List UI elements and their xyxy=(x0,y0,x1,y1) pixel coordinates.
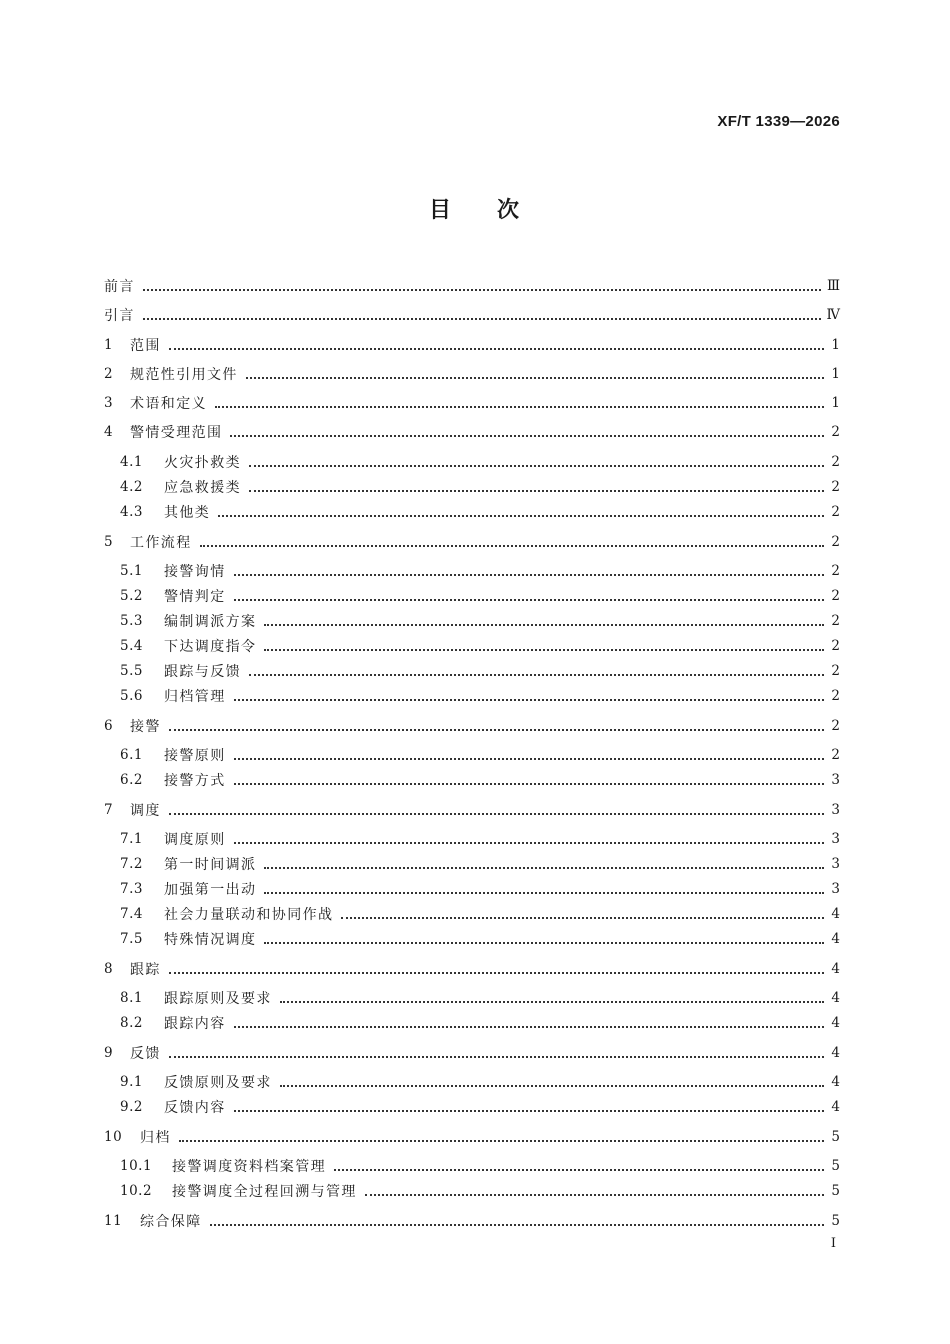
toc-entry-title: 归档 xyxy=(140,1130,171,1146)
toc-entry[interactable] xyxy=(104,877,840,901)
toc-entry-number: 7.1 xyxy=(120,831,143,847)
toc-entry-page: 1 xyxy=(831,337,840,353)
toc-entry-number: 9.1 xyxy=(120,1074,143,1090)
toc-entry[interactable] xyxy=(104,927,840,951)
toc-entry[interactable] xyxy=(104,333,840,357)
toc-entry-number: 5.5 xyxy=(120,663,143,679)
toc-dot-leader xyxy=(169,728,824,731)
toc-dot-leader xyxy=(264,866,824,869)
toc-entry-title: 加强第一出动 xyxy=(164,882,257,898)
toc-dot-leader xyxy=(264,941,824,944)
toc-entry-title: 第一时间调派 xyxy=(164,857,257,873)
toc-entry-number: 7.5 xyxy=(120,931,143,947)
toc-entry-number: 11 xyxy=(104,1213,123,1229)
toc-entry-page: 1 xyxy=(831,366,840,382)
toc-entry-number: 4.1 xyxy=(120,454,143,470)
toc-entry-title: 反馈内容 xyxy=(164,1100,226,1116)
toc-entry[interactable] xyxy=(104,362,840,386)
toc-entry-title: 接警方式 xyxy=(164,773,226,789)
toc-entry[interactable] xyxy=(104,634,840,658)
toc-entry-title: 社会力量联动和协同作战 xyxy=(164,907,334,923)
toc-entry[interactable] xyxy=(104,1179,840,1203)
toc-entry[interactable] xyxy=(104,1125,840,1149)
toc-entry-page: 2 xyxy=(831,454,840,470)
toc-entry[interactable] xyxy=(104,274,840,298)
toc-entry[interactable] xyxy=(104,852,840,876)
title-char-2: 次 xyxy=(497,197,522,223)
toc-entry-page: 2 xyxy=(831,613,840,629)
toc-dot-leader xyxy=(210,1223,824,1226)
toc-entry-page: 4 xyxy=(831,990,840,1006)
toc-entry[interactable] xyxy=(104,1041,840,1065)
toc-entry-page: 3 xyxy=(831,881,840,897)
toc-dot-leader xyxy=(230,434,824,437)
toc-entry-number: 5.1 xyxy=(120,563,143,579)
toc-entry[interactable] xyxy=(104,450,840,474)
toc-entry-title: 接警询情 xyxy=(164,564,226,580)
toc-entry-page: 5 xyxy=(831,1183,840,1199)
standard-code: XF/T 1339—2026 xyxy=(717,113,840,130)
toc-entry-page: 4 xyxy=(831,1015,840,1031)
toc-dot-leader xyxy=(264,623,824,626)
toc-entry-title: 其他类 xyxy=(164,505,211,521)
toc-entry-title: 调度原则 xyxy=(164,832,226,848)
toc-entry-number: 1 xyxy=(104,337,114,353)
toc-entry[interactable] xyxy=(104,1011,840,1035)
toc-entry-number: 5 xyxy=(104,534,114,550)
toc-entry-page: 3 xyxy=(831,802,840,818)
toc-entry-number: 10.1 xyxy=(120,1158,153,1174)
toc-entry-page: 5 xyxy=(831,1213,840,1229)
toc-dot-leader xyxy=(280,1084,824,1087)
toc-dot-leader xyxy=(169,347,824,350)
toc-entry[interactable] xyxy=(104,609,840,633)
toc-entry[interactable] xyxy=(104,902,840,926)
toc-entry-title: 编制调派方案 xyxy=(164,614,257,630)
toc-entry-title: 跟踪原则及要求 xyxy=(164,991,272,1007)
toc-entry-page: 4 xyxy=(831,1074,840,1090)
toc-entry-page: 2 xyxy=(831,479,840,495)
toc-entry[interactable] xyxy=(104,584,840,608)
toc-dot-leader xyxy=(143,288,821,291)
toc-entry-title: 应急救援类 xyxy=(164,480,241,496)
toc-entry[interactable] xyxy=(104,1154,840,1178)
toc-dot-leader xyxy=(280,1000,824,1003)
toc-entry-page: Ⅳ xyxy=(826,307,840,323)
toc-dot-leader xyxy=(234,757,824,760)
toc-entry-page: 3 xyxy=(831,772,840,788)
toc-entry[interactable] xyxy=(104,957,840,981)
toc-dot-leader xyxy=(249,673,824,676)
toc-dot-leader xyxy=(234,573,824,576)
toc-entry[interactable] xyxy=(104,986,840,1010)
toc-entry-title: 反馈 xyxy=(130,1046,161,1062)
toc-dot-leader xyxy=(218,514,824,517)
page-title xyxy=(0,193,950,224)
toc-entry-page: 4 xyxy=(831,906,840,922)
toc-entry-title: 范围 xyxy=(130,338,161,354)
toc-entry-title: 接警原则 xyxy=(164,748,226,764)
toc-entry-number: 4.2 xyxy=(120,479,143,495)
toc-dot-leader xyxy=(169,1055,824,1058)
toc-entry-number: 5.3 xyxy=(120,613,143,629)
toc-entry-page: 4 xyxy=(831,1045,840,1061)
toc-entry-number: 6.1 xyxy=(120,747,143,763)
toc-dot-leader xyxy=(334,1168,824,1171)
toc-dot-leader xyxy=(234,1025,824,1028)
toc-entry-number: 5.2 xyxy=(120,588,143,604)
toc-entry-page: 4 xyxy=(831,1099,840,1115)
toc-entry-title: 警情受理范围 xyxy=(130,425,223,441)
toc-entry-number: 5.4 xyxy=(120,638,143,654)
toc-entry-page: 3 xyxy=(831,831,840,847)
toc-entry-page: 2 xyxy=(831,747,840,763)
toc-entry-title: 火灾扑救类 xyxy=(164,455,241,471)
toc-entry[interactable] xyxy=(104,714,840,738)
toc-entry-title: 工作流程 xyxy=(130,535,192,551)
toc-dot-leader xyxy=(234,1109,824,1112)
toc-entry-number: 8 xyxy=(104,961,114,977)
toc-entry-page: 3 xyxy=(831,856,840,872)
toc-entry-title: 跟踪与反馈 xyxy=(164,664,241,680)
toc-dot-leader xyxy=(246,376,824,379)
toc-entry-page: 1 xyxy=(831,395,840,411)
toc-entry[interactable] xyxy=(104,684,840,708)
toc-entry[interactable] xyxy=(104,827,840,851)
toc-entry-title: 接警调度全过程回溯与管理 xyxy=(172,1184,357,1200)
toc-entry-title: 跟踪内容 xyxy=(164,1016,226,1032)
toc-entry-page: 2 xyxy=(831,588,840,604)
toc-entry-number: 10 xyxy=(104,1129,123,1145)
toc-entry-title: 接警 xyxy=(130,719,161,735)
toc-entry-title: 引言 xyxy=(104,308,135,324)
toc-dot-leader xyxy=(264,648,824,651)
title-char-1: 目 xyxy=(428,197,453,223)
toc-entry-number: 7.4 xyxy=(120,906,143,922)
toc-entry[interactable] xyxy=(104,559,840,583)
toc-entry-page: 2 xyxy=(831,534,840,550)
toc-entry-title: 归档管理 xyxy=(164,689,226,705)
toc-dot-leader xyxy=(169,812,824,815)
toc-entry-title: 下达调度指令 xyxy=(164,639,257,655)
toc-entry-page: 2 xyxy=(831,638,840,654)
toc-entry-page: 2 xyxy=(831,718,840,734)
toc-entry-number: 7.3 xyxy=(120,881,143,897)
toc-entry-number: 9 xyxy=(104,1045,114,1061)
page-folio: I xyxy=(830,1236,836,1251)
toc-entry-title: 调度 xyxy=(130,803,161,819)
toc-dot-leader xyxy=(215,405,824,408)
toc-entry-page: 2 xyxy=(831,688,840,704)
toc-entry-title: 术语和定义 xyxy=(130,396,207,412)
toc-entry[interactable] xyxy=(104,500,840,524)
toc-entry[interactable] xyxy=(104,391,840,415)
toc-entry-page: Ⅲ xyxy=(826,278,840,294)
toc-entry-page: 5 xyxy=(831,1158,840,1174)
toc-entry[interactable] xyxy=(104,1070,840,1094)
toc-entry-number: 8.2 xyxy=(120,1015,143,1031)
toc-entry-number: 7.2 xyxy=(120,856,143,872)
toc-entry-title: 反馈原则及要求 xyxy=(164,1075,272,1091)
toc-entry-page: 2 xyxy=(831,424,840,440)
toc-dot-leader xyxy=(365,1193,824,1196)
toc-dot-leader xyxy=(143,317,821,320)
toc-dot-leader xyxy=(169,971,824,974)
toc-entry-page: 2 xyxy=(831,504,840,520)
toc-dot-leader xyxy=(234,698,824,701)
toc-entry-number: 4 xyxy=(104,424,114,440)
toc-entry[interactable] xyxy=(104,420,840,444)
toc-entry-title: 警情判定 xyxy=(164,589,226,605)
toc-dot-leader xyxy=(234,598,824,601)
toc-entry-page: 4 xyxy=(831,961,840,977)
toc-entry[interactable] xyxy=(104,1209,840,1233)
toc-entry-title: 跟踪 xyxy=(130,962,161,978)
toc-dot-leader xyxy=(234,782,824,785)
toc-entry-number: 10.2 xyxy=(120,1183,153,1199)
toc-entry-number: 6 xyxy=(104,718,114,734)
toc-entry[interactable] xyxy=(104,303,840,327)
toc-dot-leader xyxy=(179,1139,824,1142)
toc-entry-title: 特殊情况调度 xyxy=(164,932,257,948)
toc-entry-number: 2 xyxy=(104,366,114,382)
toc-entry-page: 4 xyxy=(831,931,840,947)
toc-entry-title: 前言 xyxy=(104,279,135,295)
toc-dot-leader xyxy=(234,841,824,844)
toc-entry-page: 2 xyxy=(831,563,840,579)
toc-entry-page: 5 xyxy=(831,1129,840,1145)
toc-entry[interactable] xyxy=(104,659,840,683)
toc-entry-title: 规范性引用文件 xyxy=(130,367,238,383)
toc-dot-leader xyxy=(341,916,824,919)
toc-entry-title: 接警调度资料档案管理 xyxy=(172,1159,326,1175)
toc-entry-number: 5.6 xyxy=(120,688,143,704)
toc-entry[interactable] xyxy=(104,530,840,554)
toc-dot-leader xyxy=(249,489,824,492)
toc-entry[interactable] xyxy=(104,798,840,822)
toc-entry-number: 4.3 xyxy=(120,504,143,520)
toc-entry-title: 综合保障 xyxy=(140,1214,202,1230)
toc-entry-number: 9.2 xyxy=(120,1099,143,1115)
toc-entry-number: 6.2 xyxy=(120,772,143,788)
toc-entry[interactable] xyxy=(104,475,840,499)
toc-dot-leader xyxy=(249,464,824,467)
toc-entry-number: 3 xyxy=(104,395,114,411)
toc-entry[interactable] xyxy=(104,1095,840,1119)
toc-entry-page: 2 xyxy=(831,663,840,679)
toc-entry-number: 8.1 xyxy=(120,990,143,1006)
toc-dot-leader xyxy=(200,544,824,547)
toc-dot-leader xyxy=(264,891,824,894)
toc-entry[interactable] xyxy=(104,768,840,792)
toc-entry-number: 7 xyxy=(104,802,114,818)
toc-entry[interactable] xyxy=(104,743,840,767)
